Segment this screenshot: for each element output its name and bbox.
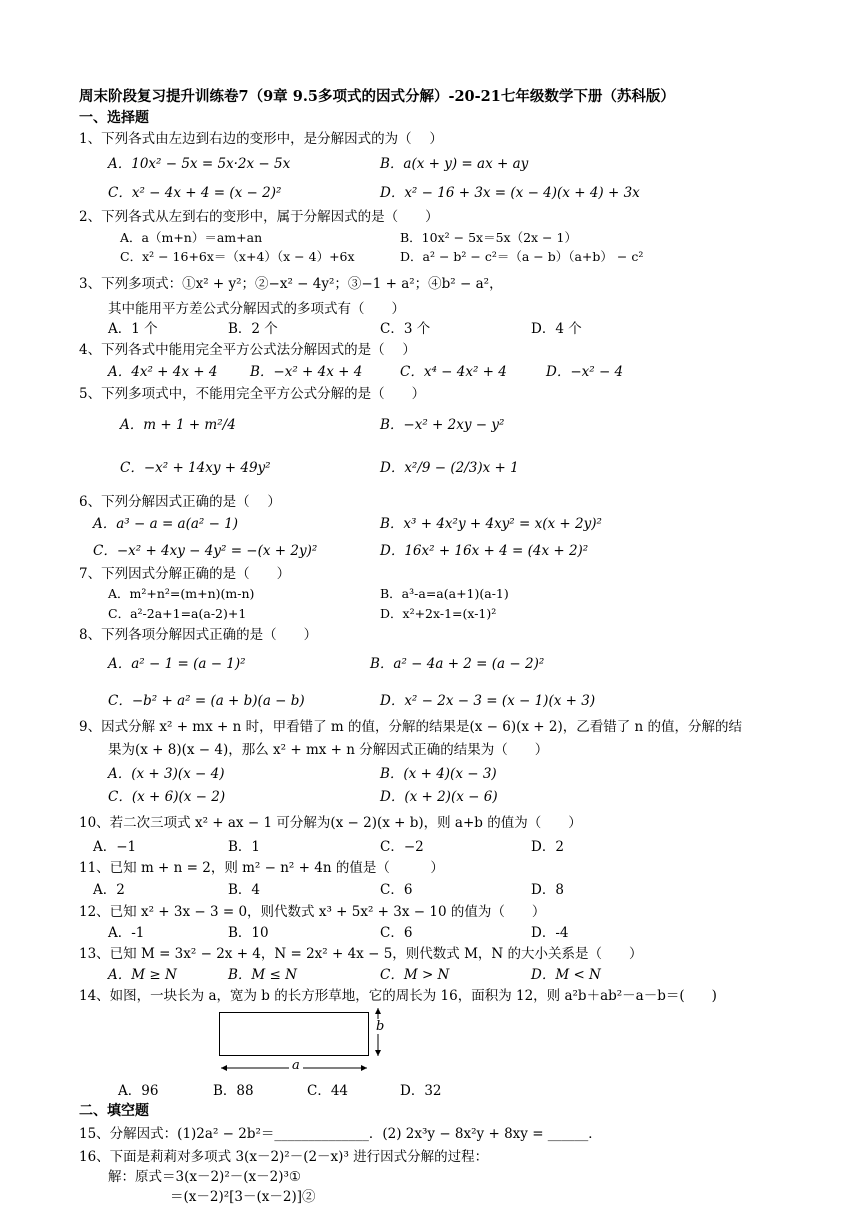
- question-13-option-a: A．M ≥ N: [108, 967, 177, 983]
- question-3-option-a: A．1 个: [108, 321, 158, 337]
- question-4-option-a: A．4x² + 4x + 4: [108, 364, 218, 380]
- question-13-option-d: D．M < N: [531, 967, 601, 983]
- question-3-option-d: D．4 个: [531, 321, 582, 337]
- question-8-option-c: C．−b² + a² = (a + b)(a − b): [108, 693, 305, 709]
- question-8-option-a: A．a² − 1 = (a − 1)²: [108, 656, 246, 672]
- question-14-stem: 14、如图，一块长为 a，宽为 b 的长方形草地，它的周长为 16，面积为 12，则 a²b＋ab²－a－b＝( ): [79, 988, 717, 1004]
- question-6-option-d: D．16x² + 16x + 4 = (4x + 2)²: [380, 543, 589, 559]
- figure-label-a: a: [289, 1058, 303, 1073]
- question-8-stem: 8、下列各项分解因式正确的是（ ）: [79, 627, 318, 643]
- question-11-option-c: C．6: [380, 882, 413, 898]
- question-8-option-b: B．a² − 4a + 2 = (a − 2)²: [370, 656, 545, 672]
- question-13-option-b: B．M ≤ N: [228, 967, 297, 983]
- question-9-stem-continued: 果为(x + 8)(x − 4)，那么 x² + mx + n 分解因式正确的结果为（ ）: [108, 742, 549, 758]
- question-1-option-d: D．x² − 16 + 3x = (x − 4)(x + 4) + 3x: [380, 185, 640, 201]
- question-5-option-b: B．−x² + 2xy − y²: [380, 417, 505, 433]
- question-2-option-d: D．a² − b² − c²＝（a − b）（a+b） − c²: [400, 249, 644, 264]
- question-10-option-b: B．1: [228, 839, 261, 855]
- question-7-stem: 7、下列因式分解正确的是（ ）: [79, 566, 291, 582]
- question-14-option-b: B．88: [213, 1083, 254, 1099]
- question-14-option-d: D．32: [400, 1083, 442, 1099]
- question-12-option-c: C．6: [380, 925, 413, 941]
- question-10-option-a: A．−1: [93, 839, 137, 855]
- question-9-option-d: D．(x + 2)(x − 6): [380, 789, 498, 805]
- question-12-option-a: A．-1: [108, 925, 145, 941]
- question-3-stem: 3、下列多项式：①x² + y²；②−x² − 4y²；③−1 + a²；④b² − a²，: [79, 276, 503, 292]
- question-8-option-d: D．x² − 2x − 3 = (x − 1)(x + 3): [380, 693, 596, 709]
- question-2-option-b: B．10x² − 5x＝5x（2x − 1）: [400, 230, 577, 245]
- figure-label-b: b: [376, 1019, 385, 1034]
- question-11-option-a: A．2: [93, 882, 125, 898]
- section-heading-fill: 二、填空题: [79, 1103, 149, 1119]
- question-2-option-c: C．x² − 16+6x＝（x+4）（x − 4）+6x: [120, 249, 355, 264]
- question-9-option-c: C．(x + 6)(x − 2): [108, 789, 226, 805]
- question-4-option-b: B．−x² + 4x + 4: [250, 364, 363, 380]
- question-3-option-b: B．2 个: [228, 321, 278, 337]
- rectangle-lawn-figure: [219, 1012, 369, 1056]
- question-6-option-c: C．−x² + 4xy − 4y² = −(x + 2y)²: [93, 543, 318, 559]
- question-10-option-d: D．2: [531, 839, 564, 855]
- question-10-stem: 10、若二次三项式 x² + ax − 1 可分解为(x − 2)(x + b)，则 a+b 的值为（ ）: [79, 815, 582, 831]
- question-11-stem: 11、已知 m + n = 2，则 m² − n² + 4n 的值是（ ）: [79, 860, 444, 876]
- question-10-option-c: C．−2: [380, 839, 424, 855]
- question-6-option-b: B．x³ + 4x²y + 4xy² = x(x + 2y)²: [380, 516, 602, 532]
- question-16-solution-step-2: ＝(x－2)²[3－(x－2)]②: [170, 1189, 316, 1205]
- question-7-option-d: D．x²+2x-1=(x-1)²: [380, 606, 497, 621]
- question-1-option-b: B．a(x + y) = ax + ay: [380, 156, 529, 172]
- question-2-stem: 2、下列各式从左到右的变形中，属于分解因式的是（ ）: [79, 209, 439, 225]
- question-5-option-a: A．m + 1 + m²/4: [120, 417, 236, 433]
- question-4-stem: 4、下列各式中能用完全平方公式法分解因式的是（ ）: [79, 342, 416, 358]
- document-title: 周末阶段复习提升训练卷7（9章 9.5多项式的因式分解）-20-21七年级数学下册（苏科版）: [79, 88, 675, 105]
- question-5-stem: 5、下列多项式中，不能用完全平方公式分解的是（ ）: [79, 386, 426, 402]
- question-1-stem: 1、下列各式由左边到右边的变形中，是分解因式的为（ ）: [79, 131, 443, 147]
- question-12-option-b: B．10: [228, 925, 269, 941]
- question-9-stem: 9、因式分解 x² + mx + n 时，甲看错了 m 的值，分解的结果是(x − 6)(x + 2)，乙看错了 n 的值，分解的结: [79, 719, 743, 735]
- section-heading-choice: 一、选择题: [79, 110, 149, 126]
- question-2-option-a: A．a（m+n）＝am+an: [120, 230, 263, 245]
- question-14-option-a: A．96: [118, 1083, 159, 1099]
- question-13-stem: 13、已知 M = 3x² − 2x + 4，N = 2x² + 4x − 5，则代数式 M，N 的大小关系是（ ）: [79, 946, 643, 962]
- question-16-solution-step-1: 解：原式＝3(x－2)²－(x－2)³①: [108, 1169, 301, 1185]
- question-4-option-d: D．−x² − 4: [546, 364, 624, 380]
- question-4-option-c: C．x⁴ − 4x² + 4: [400, 364, 507, 380]
- question-3-option-c: C．3 个: [380, 321, 431, 337]
- question-12-stem: 12、已知 x² + 3x − 3 = 0，则代数式 x³ + 5x² + 3x − 10 的值为（ ）: [79, 904, 546, 920]
- question-11-option-d: D．8: [531, 882, 564, 898]
- question-1-option-c: C．x² − 4x + 4 = (x − 2)²: [108, 185, 282, 201]
- question-9-option-a: A．(x + 3)(x − 4): [108, 766, 225, 782]
- question-11-option-b: B．4: [228, 882, 261, 898]
- question-7-option-b: B．a³-a=a(a+1)(a-1): [380, 586, 509, 601]
- question-6-option-a: A．a³ − a = a(a² − 1): [93, 516, 239, 532]
- question-3-stem-continued: 其中能用平方差公式分解因式的多项式有（ ）: [108, 301, 405, 317]
- question-12-option-d: D．-4: [531, 925, 569, 941]
- question-1-option-a: A．10x² − 5x = 5x·2x − 5x: [108, 156, 291, 172]
- question-13-option-c: C．M > N: [380, 967, 450, 983]
- question-7-option-a: A．m²+n²=(m+n)(m-n): [108, 586, 255, 601]
- question-16-stem: 16、下面是莉莉对多项式 3(x－2)²－(2－x)³ 进行因式分解的过程：: [79, 1149, 489, 1165]
- question-5-option-c: C．−x² + 14xy + 49y²: [120, 460, 271, 476]
- question-7-option-c: C．a²-2a+1=a(a-2)+1: [108, 606, 247, 621]
- question-6-stem: 6、下列分解因式正确的是（ ）: [79, 494, 281, 510]
- question-5-option-d: D．x²/9 − (2/3)x + 1: [380, 460, 519, 476]
- question-15-stem: 15、分解因式：(1)2a² − 2b²＝______________．(2) 2x³y − 8x²y + 8xy = ______．: [79, 1126, 602, 1142]
- question-9-option-b: B．(x + 4)(x − 3): [380, 766, 497, 782]
- question-14-option-c: C．44: [307, 1083, 349, 1099]
